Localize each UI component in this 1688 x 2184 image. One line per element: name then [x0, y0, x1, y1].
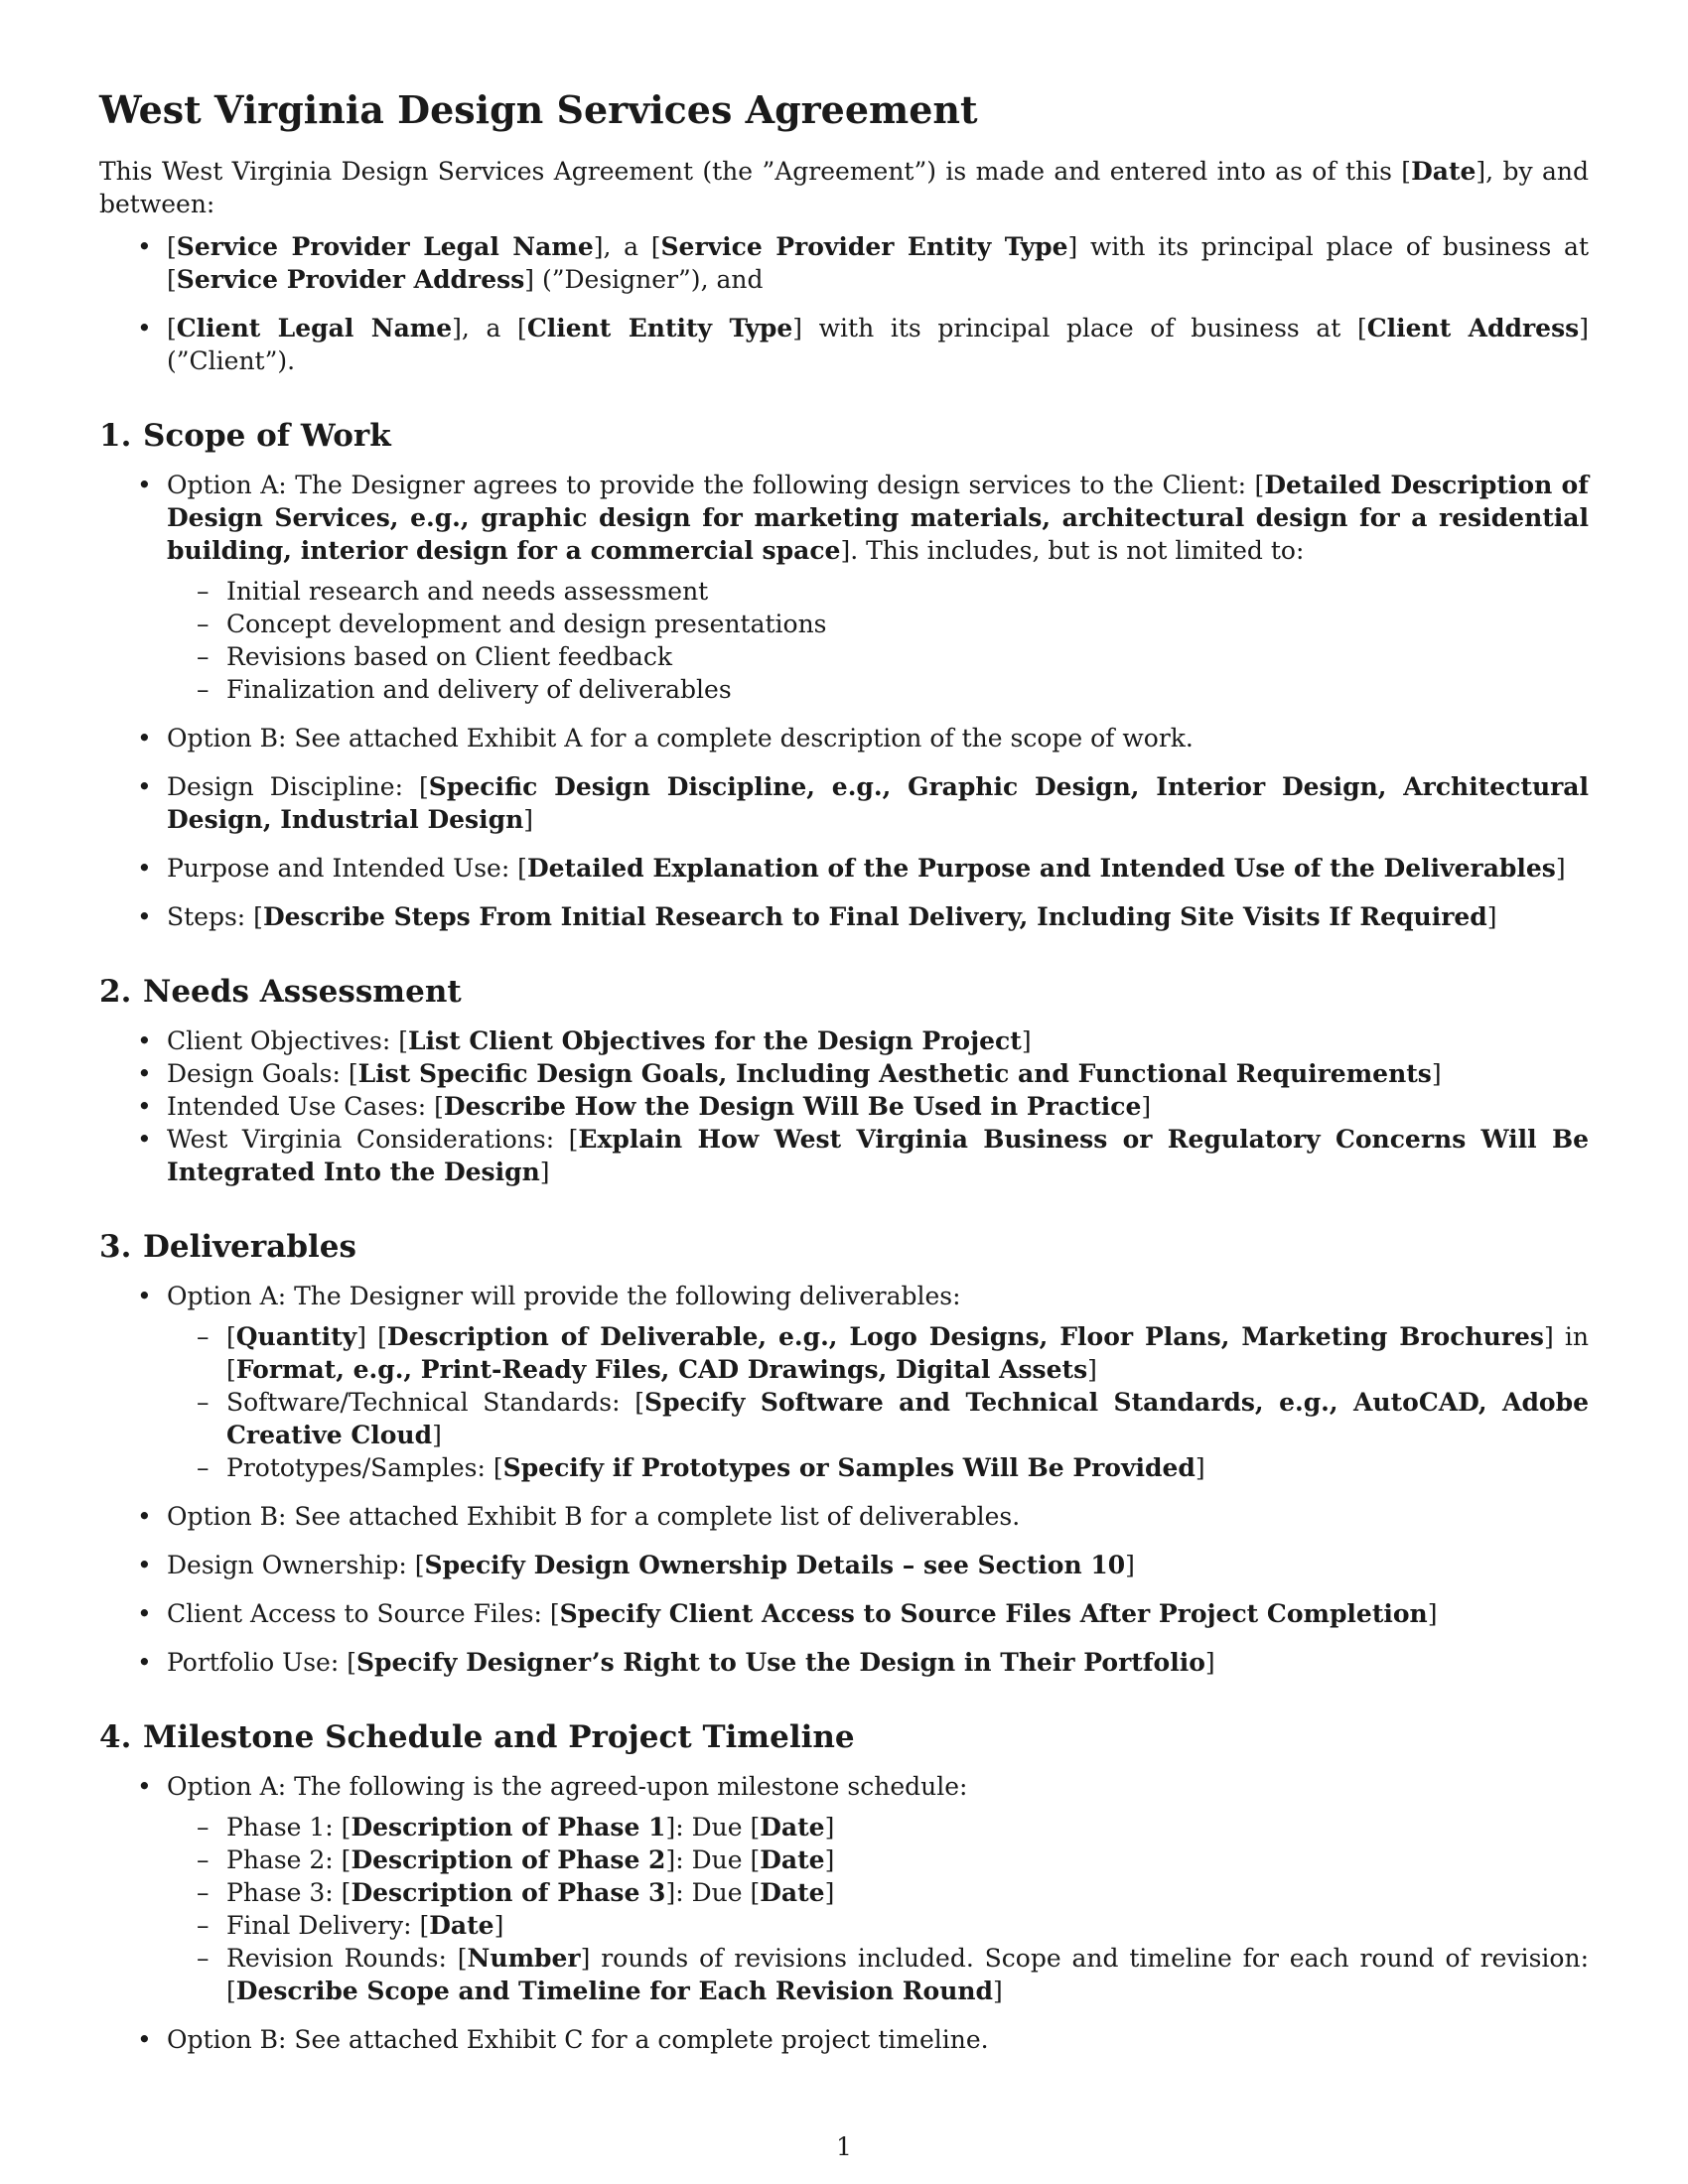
revision-rounds: [226, 1942, 1589, 2007]
scope-steps: [167, 900, 1589, 933]
placeholder: Describe How the Design Will Be Used in Practice: [443, 1092, 1142, 1121]
text: ], a [: [593, 232, 661, 261]
date-placeholder: Date: [429, 1911, 494, 1940]
text: Portfolio Use: [: [167, 1648, 356, 1677]
deliverables-list: [99, 1280, 1589, 1679]
section-heading-milestones: [99, 1718, 1589, 1756]
document-title: West Virginia Design Services Agreement: [99, 87, 978, 132]
scope-design-discipline: [167, 770, 1589, 836]
placeholder: List Client Objectives for the Design Project: [407, 1026, 1022, 1055]
placeholder: Service Provider Legal Name: [176, 232, 594, 261]
scope-sublist: [167, 575, 1589, 706]
section-heading-scope: [99, 417, 1589, 455]
placeholder: Detailed Explanation of the Purpose and Intended Use of the Deliverables: [526, 854, 1556, 883]
deliverables-sublist: [167, 1320, 1589, 1484]
text: ]: [824, 1813, 835, 1842]
milestones-list: [99, 1770, 1589, 2056]
text: ]: [1204, 1648, 1215, 1677]
section-title: Needs Assessment: [143, 974, 462, 1010]
placeholder: Description of Phase 3: [351, 1878, 666, 1907]
text: Intended Use Cases: [: [167, 1092, 444, 1121]
list-item: – Initial research and needs assessment: [226, 575, 1589, 608]
bracket: [: [167, 232, 177, 261]
text: ] [: [356, 1322, 387, 1351]
text: ]: [1087, 1355, 1097, 1384]
text: Purpose and Intended Use: [: [167, 854, 527, 883]
placeholder: Describe Scope and Timeline for Each Revision Round: [235, 1977, 994, 2005]
phase-1: [226, 1811, 1589, 1843]
text: Phase 1: [: [226, 1813, 352, 1842]
text: ]: [993, 1977, 1003, 2005]
text: ]: [824, 1845, 835, 1874]
text: ]: [1125, 1551, 1135, 1579]
text: ]: [1555, 854, 1566, 883]
bracket: [: [167, 314, 177, 342]
section-number: 4.: [99, 1719, 132, 1755]
party-designer: [167, 230, 1589, 296]
scope-option-a: [167, 469, 1589, 706]
text: Option A: The Designer will provide the following deliverables:: [167, 1282, 961, 1310]
text: Option A: The following is the agreed-upon milestone schedule:: [167, 1772, 968, 1801]
section-number: 2.: [99, 974, 132, 1010]
text: ]: [1427, 1599, 1438, 1628]
text: ]: Due [: [665, 1845, 761, 1874]
text: ] with its principal place of business at [: [167, 232, 1589, 294]
deliverable-quantity: [226, 1320, 1589, 1386]
section-title: Scope of Work: [143, 418, 391, 454]
date-placeholder: Date: [1411, 157, 1477, 186]
text: ] rounds of revisions included. Scope and timeline for each round of revision: [: [226, 1944, 1589, 2005]
bracket: [: [226, 1322, 236, 1351]
text: ]: [1021, 1026, 1032, 1055]
scope-purpose: [167, 852, 1589, 885]
intro-paragraph: [99, 155, 1589, 220]
text: Design Goals: [: [167, 1059, 358, 1088]
milestones-option-b: • Option B: See attached Exhibit C for a complete project timeline.: [167, 2023, 1589, 2056]
date-placeholder: Date: [760, 1813, 825, 1842]
placeholder: Describe Steps From Initial Research to Final Delivery, Including Site Visits If Required: [262, 902, 1487, 931]
needs-list: [99, 1024, 1589, 1188]
section-number: 1.: [99, 418, 132, 454]
party-client: [167, 312, 1589, 377]
milestones-sublist: [167, 1811, 1589, 2007]
placeholder: Client Entity Type: [526, 314, 793, 342]
phase-2: [226, 1843, 1589, 1876]
placeholder: Specific Design Discipline, e.g., Graphic Design, Interior Design, Architectural Design, Industrial Design: [167, 772, 1589, 834]
needs-objectives: [167, 1024, 1589, 1057]
placeholder: Client Legal Name: [176, 314, 453, 342]
section-number: 3.: [99, 1229, 132, 1265]
deliverables-ownership: [167, 1549, 1589, 1581]
text: Final Delivery: [: [226, 1911, 430, 1940]
text: ], a [: [452, 314, 527, 342]
text: West Virginia Considerations: [: [167, 1125, 579, 1154]
text: ] (”Client”).: [167, 314, 1590, 375]
deliverables-option-a: [167, 1280, 1589, 1484]
text: Steps: [: [167, 902, 263, 931]
parties-list: [99, 230, 1589, 377]
placeholder: Description of Deliverable, e.g., Logo Designs, Floor Plans, Marketing Brochures: [386, 1322, 1544, 1351]
placeholder: Format, e.g., Print-Ready Files, CAD Drawings, Digital Assets: [235, 1355, 1088, 1384]
placeholder: Specify Client Access to Source Files After Project Completion: [559, 1599, 1428, 1628]
text: Phase 2: [: [226, 1845, 352, 1874]
needs-goals: [167, 1057, 1589, 1090]
placeholder: Specify Designer’s Right to Use the Design in Their Portfolio: [355, 1648, 1205, 1677]
milestones-option-a: [167, 1770, 1589, 2007]
text: Client Objectives: [: [167, 1026, 408, 1055]
needs-wv-considerations: [167, 1123, 1589, 1188]
placeholder: Specify Design Ownership Details – see Section 10: [424, 1551, 1126, 1579]
text: ]: [539, 1158, 550, 1186]
date-placeholder: Date: [760, 1878, 825, 1907]
text: ] (”Designer”), and: [524, 265, 764, 294]
placeholder: Detailed Description of Design Services, e.g., graphic design for marketing materials, architectural design for a residential building, interior design for a commercial space: [167, 471, 1589, 565]
section-title: Deliverables: [143, 1229, 356, 1265]
scope-option-b: • Option B: See attached Exhibit A for a complete description of the scope of work.: [167, 722, 1589, 754]
deliverables-source-files: [167, 1597, 1589, 1630]
text: ]: [523, 805, 534, 834]
phase-3: [226, 1876, 1589, 1909]
text: ]: [1195, 1453, 1205, 1482]
text: ]: Due [: [665, 1813, 761, 1842]
list-item: – Concept development and design presentations: [226, 608, 1589, 640]
text: Design Discipline: [: [167, 772, 429, 801]
section-heading-deliverables: [99, 1228, 1589, 1266]
text: Prototypes/Samples: [: [226, 1453, 503, 1482]
text: ]: [1486, 902, 1497, 931]
section-title: Milestone Schedule and Project Timeline: [143, 1719, 855, 1755]
text: ]: Due [: [665, 1878, 761, 1907]
placeholder: Number: [467, 1944, 581, 1973]
text: ] in [: [226, 1322, 1589, 1384]
text: Revision Rounds: [: [226, 1944, 468, 1973]
placeholder: Service Provider Entity Type: [660, 232, 1068, 261]
intro-text: This West Virginia Design Services Agreement (the ”Agreement”) is made and entered into as of this [: [99, 157, 1412, 186]
text: ]: [493, 1911, 504, 1940]
list-item: – Revisions based on Client feedback: [226, 640, 1589, 673]
final-delivery: [226, 1909, 1589, 1942]
text: ]: [1141, 1092, 1152, 1121]
placeholder: List Specific Design Goals, Including Aesthetic and Functional Requirements: [357, 1059, 1432, 1088]
placeholder: Description of Phase 2: [351, 1845, 666, 1874]
text: Client Access to Source Files: [: [167, 1599, 560, 1628]
placeholder: Client Address: [1366, 314, 1580, 342]
page-number: 1: [836, 2132, 852, 2161]
placeholder: Quantity: [235, 1322, 357, 1351]
section-heading-needs: [99, 973, 1589, 1011]
date-placeholder: Date: [760, 1845, 825, 1874]
placeholder: Explain How West Virginia Business or Regulatory Concerns Will Be Integrated Into the Design: [167, 1125, 1589, 1186]
text: ]: [1431, 1059, 1442, 1088]
placeholder: Specify if Prototypes or Samples Will Be Provided: [502, 1453, 1196, 1482]
document-page: [99, 87, 1589, 2072]
placeholder: Specify Software and Technical Standards, e.g., AutoCAD, Adobe Creative Cloud: [226, 1388, 1589, 1449]
scope-list: [99, 469, 1589, 933]
deliverables-portfolio: [167, 1646, 1589, 1679]
text: Phase 3: [: [226, 1878, 352, 1907]
text: ] with its principal place of business at [: [792, 314, 1367, 342]
intro-text: ], by and between:: [99, 157, 1590, 218]
text: Software/Technical Standards: [: [226, 1388, 645, 1417]
placeholder: Service Provider Address: [176, 265, 525, 294]
deliverables-option-b: • Option B: See attached Exhibit B for a complete list of deliverables.: [167, 1500, 1589, 1533]
list-item: – Finalization and delivery of deliverables: [226, 673, 1589, 706]
text: Option A: The Designer agrees to provide the following design services to the Client: [: [167, 471, 1265, 499]
placeholder: Description of Phase 1: [351, 1813, 666, 1842]
text: ]: [432, 1421, 442, 1449]
text: ]: [824, 1878, 835, 1907]
deliverable-prototypes: [226, 1451, 1589, 1484]
needs-use-cases: [167, 1090, 1589, 1123]
text: ]. This includes, but is not limited to:: [840, 536, 1305, 565]
text: Design Ownership: [: [167, 1551, 425, 1579]
deliverable-software: [226, 1386, 1589, 1451]
